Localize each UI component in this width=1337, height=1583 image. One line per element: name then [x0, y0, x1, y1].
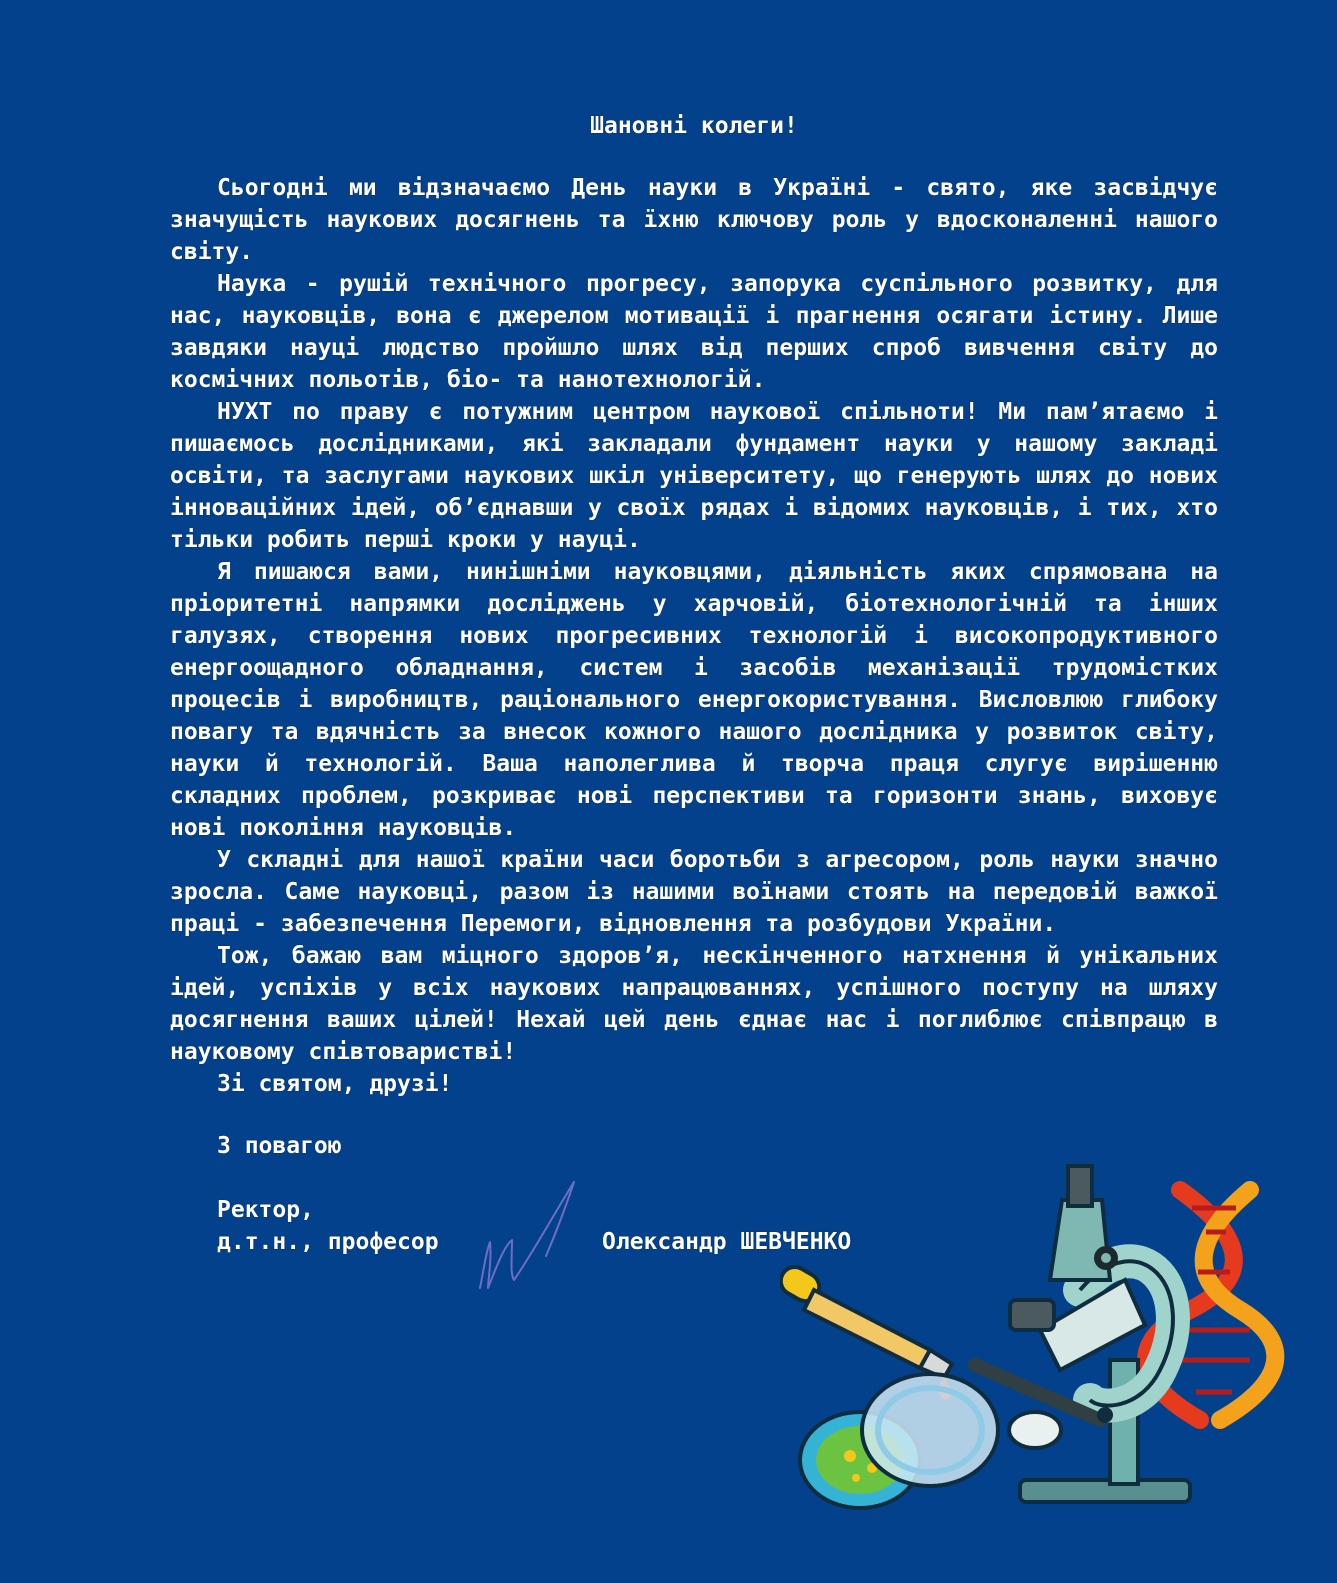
letter: [170, 110, 1218, 1274]
handwritten-signature: [476, 1176, 586, 1296]
letter-paragraph: У складні для нашої країни часи боротьби з агресором, роль науки значно зросла. Саме науковці, разом із нашими воїнами стоять на передовій важкої праці - забезпечення Перемоги, відновлення та розбудови України.: [170, 847, 1218, 937]
letter-paragraph: НУХТ по праву є потужним центром наукової спільноти! Ми пам’ятаємо і пишаємось дослідниками, які закладали фундамент науки у нашому закладі освіти, та заслугами наукових шкіл університету, що генерують шлях до нових інноваційних ідей, об’єднавши у своїх рядах і відомих науковців, і тих, хто тільки робить перші кроки у науці.: [170, 399, 1218, 553]
petri-dish-icon: [800, 1374, 998, 1508]
letter-paragraph: Наука - рушій технічного прогресу, запорука суспільного розвитку, для нас, науковців, вона є джерелом мотивації і прагнення осягати істину. Лише завдяки науці людство пройшло шлях від перших спроб вивчення світу до космічних польотів, біо- та нанотехнологій.: [170, 271, 1218, 393]
signatory-degree: д.т.н., професор: [217, 1229, 439, 1255]
letter-closing: Зі святом, друзі!: [217, 1071, 453, 1097]
letter-paragraph: Сьогодні ми відзначаємо День науки в Україні - свято, яке засвідчує значущість наукових досягнень та їхню ключову роль у вдосконаленні нашого світу.: [170, 175, 1218, 265]
letter-greeting: Шановні колеги!: [590, 113, 798, 139]
signatory-name: Олександр ШЕВЧЕНКО: [602, 1229, 852, 1255]
science-illustration: [780, 1160, 1300, 1530]
signatory-title: [217, 1194, 439, 1258]
signatory-position: Ректор,: [217, 1197, 314, 1223]
gear-icon: [1094, 1246, 1118, 1270]
letter-paragraph: Тож, бажаю вам міцного здоров’я, нескінченного натхнення й унікальних ідей, успіхів у всіх наукових напрацюваннях, успішного поступу на шляху досягнення ваших цілей! Нехай цей день єднає нас і поглиблює співпрацю в науковому співтоваристві!: [170, 943, 1218, 1065]
microscope-icon: [975, 1166, 1190, 1502]
letter-paragraph: Я пишаюся вами, нинішніми науковцями, діяльність яких спрямована на пріоритетні напрямки досліджень у харчовій, біотехнологічній та інших галузях, створення нових прогресивних технологій і високопродуктивного енергоощадного обладнання, систем і засобів механізації трудомістких процесів і виробництв, раціонального енергокористування. Висловлюю глибоку повагу та вдячність за внесок кожного нашого дослідника у розвиток світу, науки й технологій. Ваша наполеглива й творча праця слугує вирішенню складних проблем, розкриває нові перспективи та горизонти знань, виховує нові покоління науковців.: [170, 559, 1218, 841]
letter-regards: З повагою: [217, 1133, 342, 1159]
